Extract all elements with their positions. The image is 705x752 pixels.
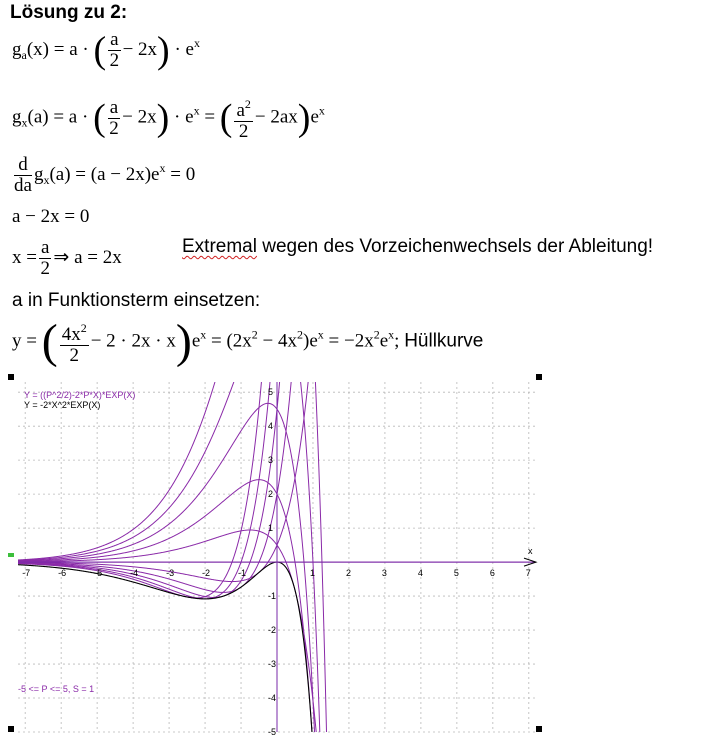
- instruction-text: a in Funktionsterm einsetzen:: [12, 290, 261, 311]
- function-plot[interactable]: [8, 374, 542, 740]
- equation-envelope: y = ( $\frac{4x^2}{2}$ − $2 \cdot 2x \cdot x)e^x = (2x^2 - 4x^2)e^x = -2x^2e^x$; Hüllkurve: [12, 315, 484, 368]
- x-tick-label: -4: [130, 568, 139, 579]
- x-tick-label: -1: [238, 568, 247, 579]
- x-tick-label: 6: [489, 568, 495, 579]
- y-tick-label: 4: [268, 421, 274, 432]
- equation-ga: $g_a(x) = a$ · ( $\frac{a}{2}$ − $2x) \cdot e^x$: [12, 29, 200, 72]
- y-tick-label: 3: [268, 455, 274, 466]
- envelope-label: Hüllkurve: [404, 330, 484, 352]
- selection-handle: [8, 374, 14, 380]
- x-tick-label: 5: [453, 568, 459, 579]
- extremal-word: Extremal: [182, 236, 257, 257]
- y-tick-label: 2: [268, 489, 274, 500]
- y-tick-label: -1: [268, 591, 277, 602]
- x-tick-label: -7: [22, 568, 31, 579]
- x-tick-label: -5: [94, 568, 103, 579]
- x-tick-label: -3: [166, 568, 175, 579]
- family-curve: [18, 530, 359, 740]
- x-axis-label: x: [528, 546, 533, 557]
- selection-handle: [536, 726, 542, 732]
- heading: Lösung zu 2:: [10, 2, 128, 23]
- x-tick-label: 1: [309, 568, 315, 579]
- origin-marker: [8, 553, 14, 557]
- x-tick-label: 3: [381, 568, 387, 579]
- y-tick-label: -5: [268, 727, 277, 737]
- equation-x-solution: x = $\frac{a}{2}$ ⇒ a = 2x: [12, 237, 122, 279]
- parameter-note: -5 <= P <= 5, S = 1: [18, 684, 95, 694]
- selection-handle: [536, 374, 542, 380]
- equation-zero: a − 2x = 0: [12, 206, 90, 227]
- y-tick-label: -3: [268, 659, 277, 670]
- equation-derivative: $\frac{d}{da}$ $g_x(a) = (a - 2x)e^x = 0$: [14, 154, 196, 196]
- x-tick-label: 7: [525, 568, 531, 579]
- x-tick-label: 4: [417, 568, 423, 579]
- equation-gx: $g_x(a) = a$ · ( $\frac{a}{2}$ − $2x) \cdot e^x$ = ( $\frac{a^2}{2}$ − $2ax)e^x$: [12, 94, 325, 142]
- y-tick-label: 5: [268, 387, 274, 398]
- extremal-note: Extremal wegen des Vorzeichenwechsels der Ableitung!: [182, 236, 654, 257]
- x-tick-label: -6: [58, 568, 67, 579]
- x-tick-label: -2: [202, 568, 211, 579]
- y-tick-label: -4: [268, 693, 277, 704]
- family-curve: [18, 480, 347, 740]
- y-tick-label: 1: [268, 523, 274, 534]
- y-tick-label: -2: [268, 625, 277, 636]
- selection-handle: [8, 726, 14, 732]
- legend-envelope: Y = -2*X^2*EXP(X): [24, 400, 101, 410]
- x-tick-label: 2: [345, 568, 351, 579]
- legend-family: Y = ((P^2/2)-2*P*X)*EXP(X): [24, 390, 136, 400]
